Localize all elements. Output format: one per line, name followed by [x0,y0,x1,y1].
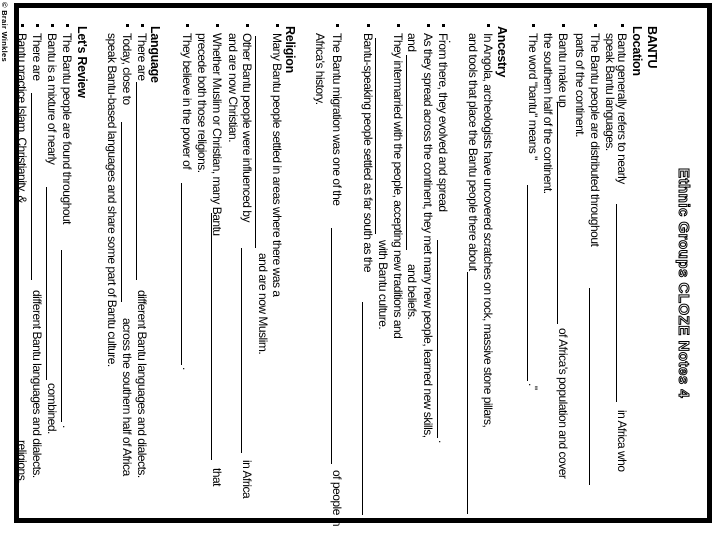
item-text-after: . [180,367,194,370]
list-item [30,0,44,540]
item-text-after: that [210,468,224,487]
item-text: There are [135,33,149,81]
item-text: Today, close to [120,33,134,105]
item-text: and are now Muslim. [256,253,270,355]
list-item-continued [405,0,419,540]
heading-bantu [645,0,659,540]
list-item [391,0,405,540]
fill-in-blank[interactable] [241,248,242,453]
bullet-icon [562,24,565,27]
item-text: They intermarried with the people, accepting new traditions and [391,33,405,339]
page-title: Ethnic Groups CLOZE Notes 4 [675,168,692,399]
item-text: speak Bantu languages. [603,33,617,151]
bullet-icon [21,24,24,27]
item-text: The word "bantu" means " [526,33,540,160]
item-text-after: ." [526,383,540,390]
item-text-after: combined. [45,383,59,434]
item-text: with Bantu culture. [376,240,390,330]
heading-text: Language [148,26,162,83]
list-item-continued [195,0,209,540]
item-text: the southern half of the continent. [541,33,555,194]
item-text: Other Bantu people were influenced by [240,33,254,222]
item-text: Bantu make up [556,33,570,108]
fill-in-blank[interactable] [181,183,182,365]
item-text-after: and beliefs. [405,264,419,320]
heading-text: Ancestry [495,26,509,78]
heading-religion [283,0,297,540]
fill-in-blank[interactable] [437,240,438,438]
item-text-after: in Africa [240,460,254,499]
fill-in-blank[interactable] [362,302,363,515]
fill-in-blank[interactable] [121,122,122,302]
bullet-icon [336,24,339,27]
bullet-icon [487,24,490,27]
bullet-icon [51,24,54,27]
bullet-icon [532,24,535,27]
bullet-icon [216,24,219,27]
list-item-continued [573,0,587,540]
fill-in-blank[interactable] [527,185,528,381]
list-item [436,0,450,540]
item-text-after: of Africa's population and cover [556,328,570,479]
bullet-icon [36,24,39,27]
item-text-after: of people in [330,470,344,527]
bullet-icon [427,24,430,27]
fill-in-blank[interactable] [589,288,590,485]
heading-location [630,0,644,540]
item-text: The Bantu people are distributed throughout [588,33,602,247]
item-text: The Bantu people are found throughout [60,33,74,224]
list-item [210,0,224,540]
bullet-icon [621,24,624,27]
list-item [180,0,194,540]
list-item-continued [105,0,119,540]
heading-text: Let's Review [75,26,89,98]
fill-in-blank[interactable] [467,272,468,514]
list-item [481,0,495,540]
item-text: There are [30,33,44,81]
item-text: speak Bantu-based languages and share some part of Bantu culture. [105,33,119,367]
item-text-after: . [436,440,450,443]
fill-in-blank[interactable] [557,102,558,324]
list-item [421,0,435,540]
list-item [588,0,602,540]
bullet-icon [442,24,445,27]
heading-text: Religion [283,26,297,73]
bullet-icon [276,24,279,27]
fill-in-blank[interactable] [31,93,32,280]
list-item [361,0,375,540]
list-item [556,0,570,540]
item-text: and tools that place the Bantu people there about [466,33,480,271]
list-item [60,0,74,540]
copyright-notice: © Brair Winkles [0,2,9,62]
item-text: Many Bantu people settled in areas where there was a [270,33,284,297]
fill-in-blank[interactable] [331,228,332,464]
item-text-after: in Africa who [615,410,629,472]
item-text: As they spread across the continent, they met many new people, learned new skills, [421,33,435,438]
item-text: Bantu-speaking people settled as far south as the [361,33,375,273]
list-item [330,0,344,540]
bullet-icon [141,24,144,27]
heading-text: BANTU [645,26,659,69]
item-text: From there, they evolved and spread [436,33,450,212]
bullet-icon [246,24,249,27]
item-text: and are now Christian. [226,33,240,143]
bullet-icon [126,24,129,27]
item-text-after: different Bantu languages and dialects. [30,290,44,478]
item-text: and [405,33,419,52]
item-text: Bantu practice Islam, Christianity, & [15,33,29,204]
fill-in-blank[interactable] [61,250,62,422]
list-item-continued [541,0,555,540]
item-text: . [446,40,460,43]
fill-in-blank[interactable] [406,55,407,250]
list-item [135,0,149,540]
bullet-icon [66,24,69,27]
list-item [240,0,254,540]
fill-in-blank[interactable] [136,82,137,280]
list-item-continued [313,0,327,540]
fill-in-blank[interactable] [255,36,256,248]
item-text: precede both those religions. [195,33,209,173]
item-text: Africa's history. [313,33,327,105]
bullet-icon [367,24,370,27]
bullet-icon [594,24,597,27]
heading-lets-review [75,0,89,540]
list-item-continued [256,0,270,540]
item-text: In Angola, archeologists have uncovered scratches on rock, massive stone pillars, [481,33,495,428]
list-item [120,0,134,540]
item-text-after: . [60,425,74,428]
item-text: Whether Muslim or Christian, many Bantu [210,33,224,236]
item-text: parts of the continent. [573,33,587,137]
heading-ancestry [495,0,509,540]
item-text: Bantu is a mixture of nearly [45,33,59,165]
list-item-continued [376,0,390,540]
fill-in-blank[interactable] [375,38,376,234]
item-text: The Bantu migration was one of the [330,33,344,206]
item-text-after: across the southern half of Africa [120,318,134,476]
list-item [45,0,59,540]
heading-language [148,0,162,540]
heading-text: Location [630,26,644,76]
bullet-icon [186,24,189,27]
item-text: They believe in the power of [180,33,194,170]
list-item [526,0,540,540]
bullet-icon [397,24,400,27]
list-item [615,0,629,540]
item-text-after: religions. [15,440,29,484]
list-item-continued [466,0,480,540]
fill-in-blank[interactable] [46,187,47,380]
item-text-after: different Bantu languages and dialects. [135,290,149,478]
list-item [270,0,284,540]
item-text: Bantu generally refers to nearly [615,33,629,184]
list-item [15,0,29,540]
list-item-continued [603,0,617,540]
list-item-continued [226,0,240,540]
fill-in-blank[interactable] [211,213,212,460]
